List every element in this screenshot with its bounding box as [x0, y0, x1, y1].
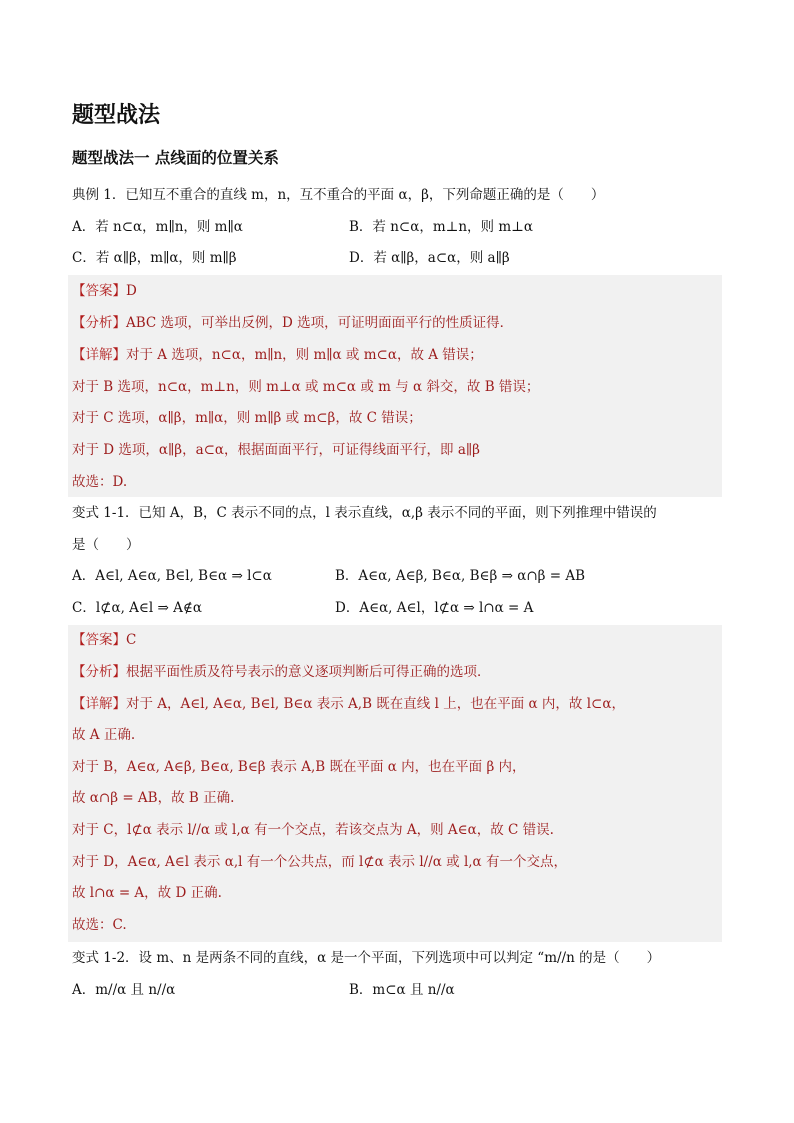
analysis-tag: 【分析】 [72, 664, 126, 680]
variant-1-1-detail-5: 对于 C，l⊄α 表示 l//α 或 l,α 有一个交点，若该交点为 A，则 A∈α，故 C 错误. [72, 822, 554, 838]
variant-1-1-detail-1 [72, 694, 625, 714]
example-1-detail-2: 对于 B 选项，n⊂α，m⊥n，则 m⊥α 或 m⊂α 或 m 与 α 斜交，故 B 错误； [72, 379, 540, 395]
example-1-question: 典例 1．已知互不重合的直线 m，n，互不重合的平面 α，β，下列命题正确的是（ ） [72, 187, 605, 203]
page-title: 题型战法 [72, 103, 161, 128]
variant-1-1-option-a: A．A∈l, A∈α, B∈l, B∈α ⇒ l⊂α [72, 568, 272, 584]
analysis-text: 根据平面性质及符号表示的意义逐项判断后可得正确的选项． [126, 664, 491, 680]
answer-tag: 【答案】 [72, 283, 126, 299]
example-1-detail-3: 对于 C 选项，α∥β，m∥α，则 m∥β 或 m⊂β，故 C 错误； [72, 410, 422, 426]
answer-value: C [126, 632, 137, 648]
example-1-answer [72, 281, 137, 301]
variant-1-1-detail-6: 对于 D，A∈α, A∈l 表示 α,l 有一个公共点，而 l⊄α 表示 l//α 或 l,α 有一个交点， [72, 854, 567, 870]
variant-1-1-option-b: B．A∈α, A∈β, B∈α, B∈β ⇒ α∩β = AB [335, 568, 586, 584]
example-1-option-c: C．若 α∥β，m∥α，则 m∥β [72, 250, 237, 266]
answer-tag: 【答案】 [72, 632, 126, 648]
variant-1-1-option-c: C．l⊄α, A∈l ⇒ A∉α [72, 600, 202, 616]
variant-1-2-question: 变式 1-2．设 m、n 是两条不同的直线，α 是一个平面，下列选项中可以判定 “m//n 的是（ ） [72, 950, 661, 966]
variant-1-1-analysis [72, 662, 491, 682]
detail-text: 对于 A 选项，n⊂α，m∥n，则 m∥α 或 m⊂α，故 A 错误； [126, 347, 483, 363]
example-1-detail-1 [72, 345, 483, 365]
variant-1-1-choice: 故选：C. [72, 917, 127, 933]
variant-1-1-answer [72, 630, 136, 650]
detail-tag: 【详解】 [72, 347, 126, 363]
example-1-choice: 故选：D. [72, 474, 128, 490]
variant-1-1-detail-4: 故 α∩β = AB，故 B 正确. [72, 790, 235, 806]
variant-1-1-question-line-1: 变式 1-1．已知 A，B，C 表示不同的点，l 表示直线，α,β 表示不同的平面，则下列推理中错误的 [72, 505, 657, 521]
analysis-tag: 【分析】 [72, 315, 126, 331]
variant-1-1-detail-2: 故 A 正确. [72, 727, 136, 743]
example-1-detail-4: 对于 D 选项，α∥β，a⊂α，根据面面平行，可证得线面平行，即 a∥β [72, 442, 480, 458]
variant-1-1-question-line-2: 是（ ） [72, 537, 140, 553]
section-title: 题型战法一 点线面的位置关系 [72, 149, 279, 167]
variant-1-1-detail-7: 故 l∩α = A，故 D 正确. [72, 885, 222, 901]
example-1-option-b: B．若 n⊂α，m⊥n，则 m⊥α [349, 219, 533, 235]
detail-text: 对于 A，A∈l, A∈α, B∈l, B∈α 表示 A,B 既在直线 l 上，也在平面 α 内，故 l⊂α， [126, 696, 625, 712]
analysis-text: ABC 选项，可举出反例，D 选项，可证明面面平行的性质证得． [126, 315, 514, 331]
variant-1-1-detail-3: 对于 B，A∈α, A∈β, B∈α, B∈β 表示 A,B 既在平面 α 内，也在平面 β 内， [72, 759, 526, 775]
example-1-option-a: A．若 n⊂α，m∥n，则 m∥α [72, 219, 243, 235]
answer-value: D [126, 283, 137, 299]
example-1-analysis [72, 313, 513, 333]
variant-1-2-option-a: A．m//α 且 n//α [72, 982, 176, 998]
variant-1-2-option-b: B．m⊂α 且 n//α [349, 982, 455, 998]
variant-1-1-option-d: D．A∈α, A∈l，l⊄α ⇒ l∩α = A [335, 600, 534, 616]
detail-tag: 【详解】 [72, 696, 126, 712]
example-1-option-d: D．若 α∥β，a⊂α，则 a∥β [349, 250, 510, 266]
